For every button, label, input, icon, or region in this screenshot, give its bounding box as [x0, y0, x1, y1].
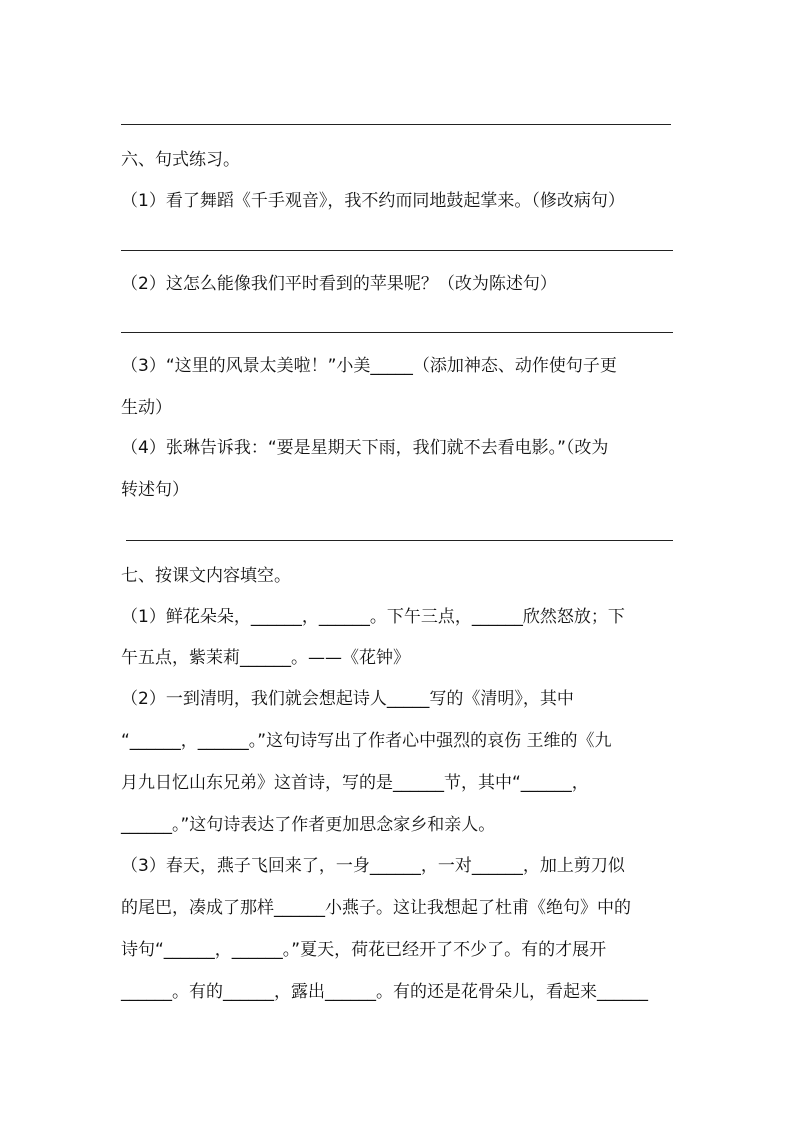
fill-2-text-cont: “______，______。”这句诗写出了作者心中强烈的哀伤 王维的《九	[121, 731, 612, 751]
question-3-text: （3）“这里的风景太美啦！”小美_____（添加神态、动作使句子更	[121, 356, 617, 376]
question-1-text: （1）看了舞蹈《千手观音》，我不约而同地鼓起掌来。（修改病句）	[121, 191, 625, 211]
question-3-text-cont: 生动）	[121, 398, 172, 418]
answer-line[interactable]	[121, 332, 673, 333]
question-4-text: （4）张琳告诉我：“要是星期天下雨，我们就不去看电影。”（改为	[121, 438, 609, 458]
question-2-text: （2）这怎么能像我们平时看到的苹果呢？（改为陈述句）	[121, 274, 557, 294]
section-six-title: 六、句式练习。	[121, 150, 240, 170]
fill-1-text-cont: 午五点，紫茉莉______。——《花钟》	[121, 648, 410, 668]
answer-line[interactable]	[121, 124, 671, 125]
fill-3-text-cont: 的尾巴，凑成了那样______小燕子。这让我想起了杜甫《绝句》中的	[121, 898, 631, 918]
question-4-text-cont: 转述句）	[121, 480, 189, 500]
answer-line[interactable]	[126, 540, 673, 541]
fill-2-text: （2）一到清明，我们就会想起诗人_____写的《清明》，其中	[121, 689, 574, 709]
fill-3-text-cont: 诗句“______，______。”夏天，荷花已经开了不少了。有的才展开	[121, 940, 607, 960]
section-seven-title: 七、按课文内容填空。	[121, 566, 291, 586]
answer-line[interactable]	[121, 250, 673, 251]
fill-2-text-cont: ______。”这句诗表达了作者更加思念家乡和亲人。	[121, 815, 496, 835]
fill-2-text-cont: 月九日忆山东兄弟》这首诗，写的是______节，其中“______，	[121, 773, 589, 793]
fill-1-text: （1）鲜花朵朵，______，______。下午三点，______欣然怒放；下	[121, 607, 625, 627]
fill-3-text-cont: ______。有的______，露出______。有的还是花骨朵儿，看起来______	[121, 982, 648, 1002]
fill-3-text: （3）春天，燕子飞回来了，一身______，一对______，加上剪刀似	[121, 856, 625, 876]
